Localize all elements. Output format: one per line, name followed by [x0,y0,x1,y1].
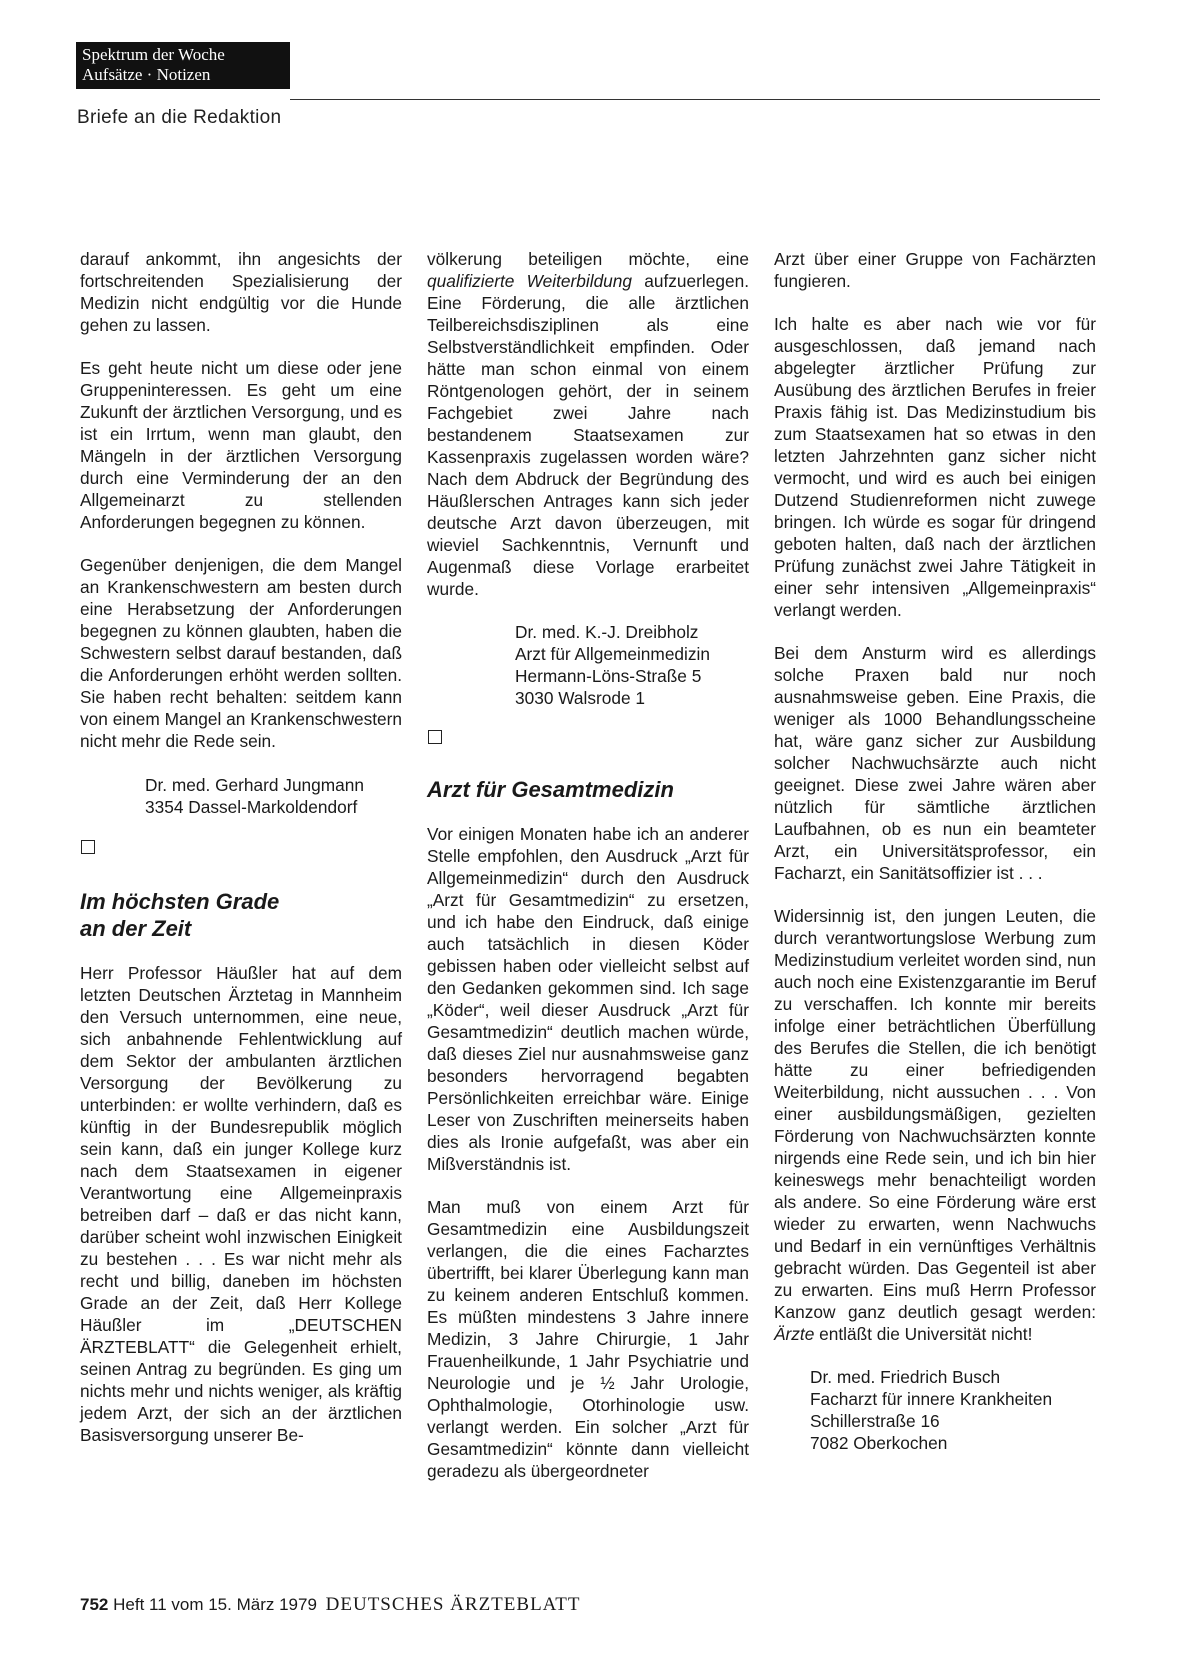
text-run: entläßt die Universität nicht! [814,1324,1033,1344]
paragraph [427,248,749,600]
text-column-2 [427,248,749,1503]
paragraph: Herr Professor Häußler hat auf dem letzten Deutschen Ärztetag in Mannheim den Versuch unternommen, eine neue, sich anbahnende Fehlentwicklung auf dem Sektor der ambulanten ärztlichen Versorgung der Bevölkerung zu unterbinden: er wollte verhindern, daß es künftig in der Bundesrepublik möglich sein kann, daß ein junger Kollege kurz nach dem Staatsexamen in eigener Verantwortung eine Allgemeinpraxis betreiben darf – daß er das nicht kann, darüber scheint wohl inzwischen Einigkeit zu bestehen . . . Es war nicht mehr als recht und billig, daneben im höchsten Grade an der Zeit, daß Herr Kollege Häußler im „DEUTSCHEN ÄRZTEBLATT“ die Gelegenheit erhielt, seinen Antrag zu begründen. Es ging um nichts mehr und nichts weniger, als kräftig jedem Arzt, der sich an der ärztlichen Basisversorgung unserer Be- [80,963,402,1445]
journal-name: DEUTSCHES ÄRZTEBLATT [325,1594,581,1615]
signature-address: 3354 Dassel-Markoldendorf [145,797,358,817]
department-header-box [76,42,290,89]
signature-name: Dr. med. Friedrich Busch [810,1367,1001,1387]
issue-date: Heft 11 vom 15. März 1979 [113,1595,317,1614]
paragraph: Arzt über einer Gruppe von Fachärzten fungieren. [774,249,1096,291]
letter-signature-jungmann [80,774,402,818]
paragraph: Vor einigen Monaten habe ich an anderer Stelle empfohlen, den Ausdruck „Arzt für Allgemeinmedizin“ durch den Ausdruck „Arzt für Gesamtmedizin“ zu ersetzen, und ich habe den Eindruck, daß einige auch tatsächlich in diesen Köder gebissen haben oder vielleicht selbst auf den Gedanken gekommen sind. Ich sage „Köder“, weil dieser Ausdruck „Arzt für Gesamtmedizin“ deutlich machen würde, daß dieses Ziel nur ausnahmsweise ganz besonders hervorragend begabten Persönlichkeiten erreichbar wäre. Einige Leser von Zuschriften meinerseits haben dies als Ironie aufgefaßt, was aber ein Mißverständnis ist. [427,824,749,1174]
paragraph: Gegenüber denjenigen, die dem Mangel an Krankenschwestern am besten durch eine Herabsetzung der Anforderungen begegnen zu können glaubten, haben die Schwestern selbst darauf bestanden, daß die Anforderungen erhöht werden sollten. Sie haben recht behalten: seitdem kann von einem Mangel an Krankenschwestern nicht mehr die Rede sein. [80,555,402,751]
paragraph: Bei dem Ansturm wird es allerdings solche Praxen bald nur noch ausnahmsweise geben. Eine Praxis, die weniger als 1000 Behandlungsscheine hat, wäre ganz sicher zur Ausbildung solcher Nachwuchsärzte auch nicht geeignet. Diese zwei Jahre wären aber nützlich für sämtliche ärztlichen Laufbahnen, ob es nun ein beamteter Arzt, ein Universitätsprofessor, ein Facharzt, ein Sanitätsoffizier ist . . . [774,643,1096,883]
signature-name: Dr. med. K.-J. Dreibholz [515,622,699,642]
text-column-1 [80,248,402,1467]
page-number: 752 [80,1595,109,1614]
letter-headline [80,888,402,942]
signature-title: Facharzt für innere Krankheiten [810,1389,1053,1409]
end-of-letter-mark [81,840,95,854]
paragraph: Man muß von einem Arzt für Gesamtmedizin eine Ausbildungszeit verlangen, die die eines Facharztes übertrifft, bei klarer Überlegung kann man zu keinem anderen Entschluß kommen. Es müßten mindestens 3 Jahre innere Medizin, 3 Jahre Chirurgie, 1 Jahr Frauenheilkunde, 1 Jahr Psychiatrie und Neurologie und je ½ Jahr Urologie, Ophthalmologie, Otorhinologie usw. verlangt werden. Ein solcher „Arzt für Gesamtmedizin“ könnte dann vielleicht geradezu als übergeordneter [427,1197,749,1481]
emphasis-text: qualifizierte Weiterbildung [427,271,633,291]
headline-line: Im höchsten Grade [80,889,280,914]
signature-name: Dr. med. Gerhard Jungmann [145,775,365,795]
text-column-3 [774,248,1096,1475]
letter-signature-busch [774,1366,1096,1454]
end-of-letter-mark [428,730,442,744]
paragraph: Ich halte es aber nach wie vor für ausgeschlossen, daß jemand nach abgelegter ärztlicher Prüfung zur Ausübung des ärztlichen Berufes in freier Praxis fähig ist. Das Medizinstudium bis zum Staatsexamen hat so etwas in den letzten Jahrzehnten ganz sicher nicht vermocht, und wird es auch bei einigen Dutzend Studienreformen nicht zuwege bringen. Ich würde es sogar für dringend geboten halten, daß nach der ärztlichen Prüfung zunächst zwei Jahre Tätigkeit in einer sehr intensiven „Allgemeinpraxis“ verlangt werden. [774,314,1096,620]
headline-line: an der Zeit [80,916,192,941]
signature-title: Arzt für Allgemeinmedizin [515,644,710,664]
text-run: Widersinnig ist, den jungen Leuten, die durch verantwortungslose Werbung zum Medizinstudium verleitet worden sind, nun auch noch eine Existenzgarantie im Beruf zu verschaffen. Ich konnte mir bereits infolge einer beträchtlichen Überfüllung des Berufes die Stellen, die ich benötigt hätte zu einer befriedigenden Weiterbildung, nicht aussuchen . . . Von einer ausbildungsmäßigen, gezielten Förderung von Nachwuchsärzten konnte nirgends eine Rede sein, und ich bin hier keineswegs mehr benachteiligt worden als andere. So eine Förderung wäre erst wieder zu erwarten, wenn Nachwuchs und Bedarf in ein vernünftiges Verhältnis gebracht würden. Das Gegenteil ist aber zu erwarten. Eins muß Herrn Professor Kanzow ganz deutlich gesagt werden: [774,906,1096,1322]
paragraph [774,905,1096,1345]
signature-city: 7082 Oberkochen [810,1433,948,1453]
letter-signature-dreibholz [427,621,749,709]
signature-city: 3030 Walsrode 1 [515,688,646,708]
paragraph: darauf ankommt, ihn angesichts der fortschreitenden Spezialisierung der Medizin nicht endgültig vor die Hunde gehen zu lassen. [80,249,402,335]
emphasis-text: Ärzte [774,1324,815,1344]
signature-street: Hermann-Löns-Straße 5 [515,666,702,686]
section-title: Briefe an die Redaktion [77,107,282,128]
page-footer [80,1594,581,1616]
header-rule [290,99,1100,100]
text-run: völkerung beteiligen möchte, eine [427,249,749,269]
text-run: aufzuerlegen. Eine Förderung, die alle ärztlichen Teilbereichsdisziplinen als eine Selbstverständlichkeit empfinden. Oder hätte man schon einmal von einem Röntgenologen gehört, der in seinem Fachgebiet zwei Jahre nach bestandenem Staatsexamen zur Kassenpraxis zugelassen worden wäre? Nach dem Abdruck der Begründung des Häußlerschen Antrages kann sich jeder deutsche Arzt davon überzeugen, mit wieviel Sachkenntnis, Vernunft und Augenmaß diese Vorlage erarbeitet wurde. [427,271,749,599]
letter-headline: Arzt für Gesamtmedizin [427,777,674,802]
signature-street: Schillerstraße 16 [810,1411,940,1431]
department-subtitle: Aufsätze · Notizen [82,65,211,84]
department-title: Spektrum der Woche [82,45,225,64]
paragraph: Es geht heute nicht um diese oder jene Gruppeninteressen. Es geht um eine Zukunft der ärztlichen Versorgung, und es ist ein Irrtum, wenn man glaubt, den Mängeln in der ärztlichen Versorgung durch eine Verminderung der an den Allgemeinarzt zu stellenden Anforderungen begegnen zu können. [80,358,402,532]
